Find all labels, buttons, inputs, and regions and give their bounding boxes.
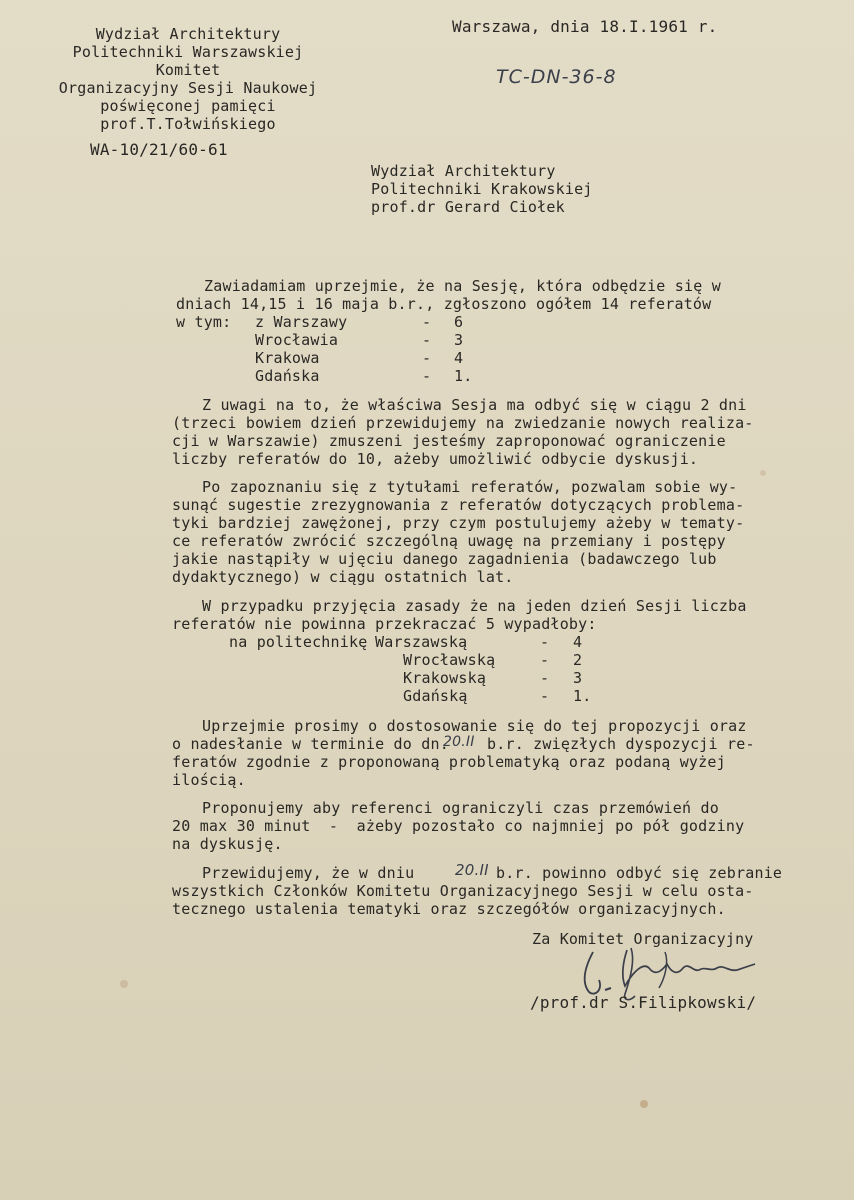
list2-city: Krakowską — [403, 669, 487, 687]
p7-line-1a: Przewidujemy, że w dniu — [202, 864, 415, 882]
list2-count: 2 — [573, 651, 583, 669]
list2-count: 3 — [573, 669, 583, 687]
p3-line-3: tyki bardziej zawężonej, przy czym postulujemy ażeby w tematy- — [172, 514, 745, 532]
sender-line-3: Komitet — [155, 61, 221, 79]
p5-line-1: Uprzejmie prosimy o dostosowanie się do tej propozycji oraz — [202, 717, 747, 735]
p4-line-1: W przypadku przyjęcia zasady że na jeden dzień Sesji liczba — [202, 597, 747, 615]
list2-city: Wrocławską — [403, 651, 496, 669]
p7-handwritten-date: 20.II — [455, 861, 489, 879]
addressee-line-1: Wydział Architektury — [371, 162, 556, 180]
p2-line-3: cji w Warszawie) zmuszeni jesteśmy zaproponować ograniczenie — [172, 432, 726, 450]
list2-dash: - — [540, 633, 550, 651]
list2-count: 4 — [573, 633, 583, 651]
p4-line-2: referatów nie powinna przekraczać 5 wypadłoby: — [172, 615, 597, 633]
list2-dash: - — [540, 651, 550, 669]
reference-number: WA-10/21/60-61 — [90, 140, 228, 159]
p6-line-1: Proponujemy aby referenci ograniczyli czas przemówień do — [202, 799, 719, 817]
list2-prefix: na politechnikę — [229, 633, 368, 651]
p3-line-6: dydaktycznego) w ciągu ostatnich lat. — [172, 568, 514, 586]
list1-dash: - — [422, 349, 432, 367]
p7-line-2: wszystkich Członków Komitetu Organizacyjnego Sesji w celu osta- — [172, 882, 754, 900]
sender-line-6: prof.T.Tołwińskiego — [100, 115, 276, 133]
list2-city: Warszawską — [375, 633, 468, 651]
p6-line-3: na dyskusję. — [172, 835, 283, 853]
list2-dash: - — [540, 687, 550, 705]
list1-city: Krakowa — [255, 349, 320, 367]
sender-line-1: Wydział Architektury — [95, 25, 281, 43]
list1-prefix: w tym: — [176, 313, 232, 331]
list1-count: 4 — [454, 349, 464, 367]
p3-line-1: Po zapoznaniu się z tytułami referatów, pozwalam sobie wy- — [202, 478, 738, 496]
p5-line-3: feratów zgodnie z proponowaną problematyką oraz podaną wyżej — [172, 753, 726, 771]
p5-line-2b: b.r. zwięzłych dyspozycji re- — [487, 735, 755, 753]
p3-line-4: ce referatów zwrócić szczególną uwagę na przemiany i postępy — [172, 532, 726, 550]
p3-line-2: sunąć sugestie zrezygnowania z referatów dotyczących problema- — [172, 496, 745, 514]
sender-line-2: Politechniki Warszawskiej — [72, 43, 304, 61]
p2-line-1: Z uwagi na to, że właściwa Sesja ma odbyć się w ciągu 2 dni — [202, 396, 747, 414]
p5-line-4: ilością. — [172, 771, 246, 789]
list1-city: z Warszawy — [255, 313, 348, 331]
list1-dash: - — [422, 331, 432, 349]
foxing-spot — [640, 1100, 648, 1108]
list1-city: Gdańska — [255, 367, 320, 385]
p5-handwritten-date: 20.II — [443, 734, 475, 750]
list1-count: 3 — [454, 331, 464, 349]
addressee-line-2: Politechniki Krakowskiej — [371, 180, 593, 198]
p6-line-2: 20 max 30 minut - ażeby pozostało co najmniej po pół godziny — [172, 817, 745, 835]
list2-city: Gdańską — [403, 687, 468, 705]
list1-dash: - — [422, 367, 432, 385]
list1-count: 1. — [454, 367, 473, 385]
sender-line-5: poświęconej pamięci — [100, 97, 276, 115]
date-line: Warszawa, dnia 18.I.1961 r. — [452, 17, 718, 36]
list1-city: Wrocławia — [255, 331, 339, 349]
foxing-spot — [760, 470, 766, 476]
p5-line-2a: o nadesłanie w terminie do dn. — [172, 735, 449, 753]
addressee-line-3: prof.dr Gerard Ciołek — [371, 198, 565, 216]
list1-dash: - — [422, 313, 432, 331]
list2-count: 1. — [573, 687, 592, 705]
p3-line-5: jakie nastąpiły w ujęciu danego zagadnienia (badawczego lub — [172, 550, 717, 568]
signatory-name: /prof.dr S.Filipkowski/ — [530, 993, 757, 1012]
foxing-spot — [120, 980, 128, 988]
sender-line-4: Organizacyjny Sesji Naukowej — [58, 79, 318, 97]
p2-line-2: (trzeci bowiem dzień przewidujemy na zwiedzanie nowych realiza- — [172, 414, 754, 432]
p1-line-1: Zawiadamiam uprzejmie, że na Sesję, która odbędzie się w — [204, 277, 721, 295]
closing-line: Za Komitet Organizacyjny — [532, 930, 754, 948]
p2-line-4: liczby referatów do 10, ażeby umożliwić odbycie dyskusji. — [172, 450, 699, 468]
p7-line-1b: b.r. powinno odbyć się zebranie — [496, 864, 783, 882]
list2-dash: - — [540, 669, 550, 687]
archive-note: TC-DN-36-8 — [496, 66, 617, 88]
list1-count: 6 — [454, 313, 464, 331]
p7-line-3: tecznego ustalenia tematyki oraz szczegółów organizacyjnych. — [172, 900, 726, 918]
p1-line-2: dniach 14,15 i 16 maja b.r., zgłoszono ogółem 14 referatów — [176, 295, 712, 313]
